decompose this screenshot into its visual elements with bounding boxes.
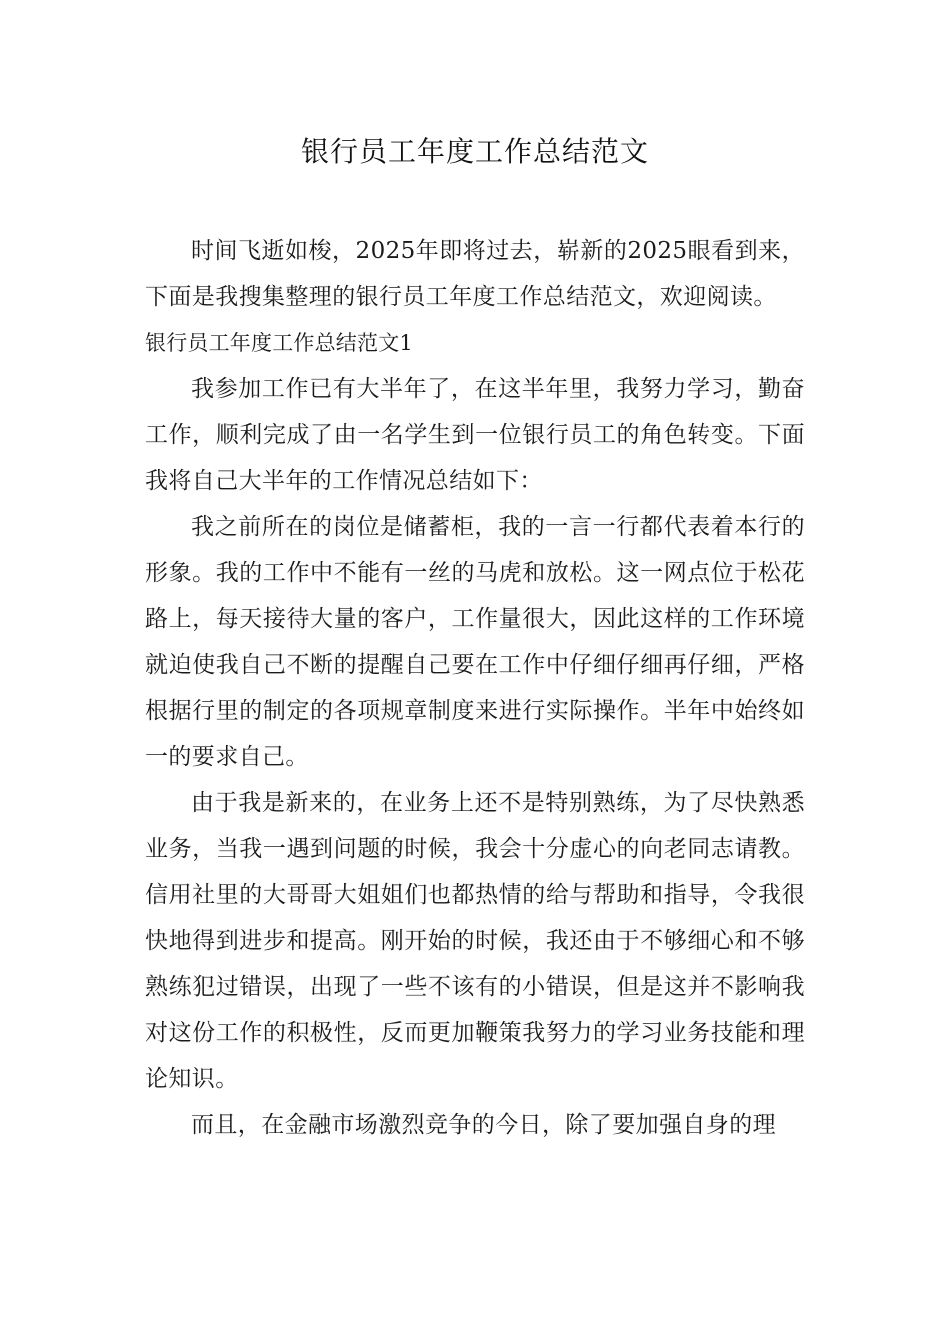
document-body [145,228,805,1148]
body-paragraph: 我之前所在的岗位是储蓄柜，我的一言一行都代表着本行的形象。我的工作中不能有一丝的马虎和放松。这一网点位于松花路上，每天接待大量的客户，工作量很大，因此这样的工作环境就迫使我自己不断的提醒自己要在工作中仔细仔细再仔细，严格根据行里的制定的各项规章制度来进行实际操作。半年中始终如一的要求自己。 [145,514,805,770]
section-heading: 银行员工年度工作总结范文1 [145,331,413,355]
intro-paragraph: 时间飞逝如梭，2025年即将过去，崭新的2025眼看到来，下面是我搜集整理的银行员工年度工作总结范文，欢迎阅读。 [145,238,805,310]
body-paragraph: 而且，在金融市场激烈竞争的今日，除了要加强自身的理 [191,1112,776,1138]
body-paragraph: 由于我是新来的，在业务上还不是特别熟练，为了尽快熟悉业务，当我一遇到问题的时候，我会十分虚心的向老同志请教。信用社里的大哥哥大姐姐们也都热情的给与帮助和指导，令我很快地得到进步和提高。刚开始的时候，我还由于不够细心和不够熟练犯过错误，出现了一些不该有的小错误，但是这并不影响我对这份工作的积极性，反而更加鞭策我努力的学习业务技能和理论知识。 [145,790,805,1092]
document-title: 银行员工年度工作总结范文 [300,135,649,168]
body-paragraph: 我参加工作已有大半年了，在这半年里，我努力学习，勤奋工作，顺利完成了由一名学生到一位银行员工的角色转变。下面我将自己大半年的工作情况总结如下： [145,376,805,494]
